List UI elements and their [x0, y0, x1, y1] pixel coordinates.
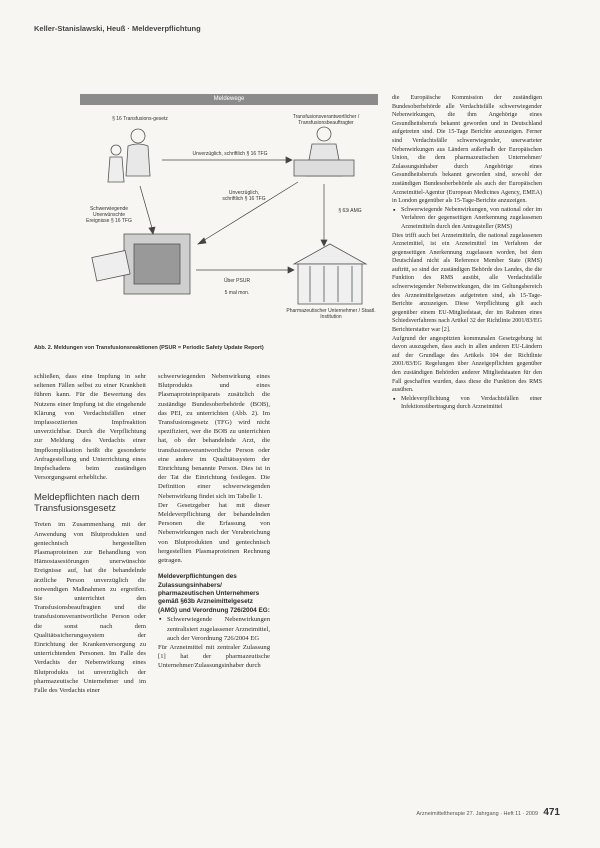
- running-header: Keller-Stanislawski, Heuß · Meldeverpflichtung: [34, 24, 201, 33]
- section-heading: Meldepflichten nach dem Transfusionsgesetz: [34, 492, 140, 515]
- bullet-list: [158, 615, 270, 643]
- person-icon: [131, 129, 145, 143]
- doctor-icon: [317, 127, 331, 141]
- flow-figure: [80, 94, 378, 340]
- subheading: Meldeverpflichtungen des Zulassungsinhabers/ pharmazeutischen Unternehmers gemäß §63b Arzneimittelgesetz (AMG) und Verordnung 726/2004 EG:: [158, 573, 270, 614]
- label-top-left: § 16 Transfusions-gesetz: [112, 116, 168, 122]
- list-item: ▪ Meldeverpflichtung von Verdachtsfällen einer Infektionsübertragung durch Arzneimittel: [401, 395, 542, 412]
- column-1: [34, 372, 146, 695]
- label-top-right: Transfusionsverantwortlicher / Transfusionsbeauftragter: [292, 114, 360, 126]
- figure-title: Meldewege: [80, 94, 378, 105]
- label-left: Schwerwiegende Unerwünschte Ereignisse § 16 TFG: [86, 206, 132, 224]
- label-bottom-right: Pharmazeutischer Unternehmer / Staatl. Institution: [286, 308, 376, 320]
- figure-caption: Abb. 2. Meldungen von Transfusionsreaktionen (PSUR = Periodic Safety Update Report): [34, 345, 264, 351]
- column-2: [158, 372, 270, 671]
- paragraph: Aufgrund der angespitzten kommunalen Gesetzgebung ist davon auszugehen, dass auch in allen anderen EU-Ländern auf der Grundlage des Artikels 104 der Richtlinie 2001/83/EG Regelungen über Anzeigepflichten gegenüber den zuständigen Behörden anderer Mitgliedstaaten für den Fall geschaffen wurden, dass diese die Funktion des RMS ausüben.: [392, 335, 542, 394]
- paragraph: Treten im Zusammenhang mit der Anwendung von Blutprodukten und gentechnisch hergestellten Plasmaproteinen zur Behandlung von Hämostasestörungen unerwünschte Ereignisse auf, hat die behandelnde ärztliche Person unverzüglich die notwendigen Maßnahmen zu ergreifen. Sie unterrichtet den Transfusionsbeauftragten und die transfusionsverantwortliche Person oder die sonst nach dem Qualitätssicherungssystem der Einrichtung der Krankenversorgung zu unterrichtenden Personen. Im Falle des Verdachts der Nebenwirkung eines Blutprodukts ist unverzüglich der pharmazeutische Unternehmer und im Falle des Verdachts einer: [34, 521, 146, 695]
- paragraph: die Europäische Kommission der zuständigen Bundesoberbehörde alle Verdachtsfälle schwerwiegender Nebenwirkungen, die ihm Angehörige eines Gesundheitsberufs bekannt geworden und in Deutschland aufgetreten sind. Die 15-Tage Berichte anzuzeigen. Ferner sind Verdachtsfälle schwerwiegender, unerwarteter Nebenwirkungen aus Ländern außerhalb der Europäischen Union, die dem pharmazeutischen Unternehmer/ Zulassungsinhaber durch Angehörige eines Gesundheitsberufs bekannt geworden sind, sowohl der zuständigen Bundesoberbehörde als auch der Europäischen Arzneimittel-Agentur (European Medicines Agency, EMEA) in London gegenüber als 15-Tage-Berichte anzuzeigen.: [392, 95, 542, 205]
- column-3: [392, 94, 542, 412]
- arrow-left: [140, 186, 152, 228]
- page-number: 471: [543, 807, 560, 818]
- list-item: ▪ Schwerwiegende Nebenwirkungen, von national oder im Verfahren der gegenseitigen Anerkennung zugelassenen Arzneimitteln durch den Antragsteller (RMS): [401, 206, 542, 232]
- label-center: Unverzüglich, schriftlich § 16 TFG: [222, 190, 266, 202]
- bullet-list: [392, 206, 542, 232]
- paragraph: schwerwiegenden Nebenwirkung eines Blutprodukts und eines Plasmaproteinpräparats zusätzlich die zuständige Bundesoberbehörde (BOB), das PEI, zu unterrichten (Abb. 2). Im Transfusionsgesetz (TFG) wird nicht spezifiziert, wer die BOB zu unterrichten hat, ob der behandelnde Arzt, die transfusionsverantwortliche Person oder eine andere im Qualitätssystem der Einrichtung benannte Person. Dies ist in der Tat die Einrichtung festlegen. Die Definition einer schwerwiegenden Nebenwirkung findet sich im Tabelle 1.: [158, 373, 270, 500]
- label-middle: Unverzüglich, schriftlich § 16 TFG: [192, 151, 268, 157]
- label-monthly: 5 mal mon.: [224, 290, 250, 296]
- paragraph: Dies trifft auch bei Arzneimitteln, die national zugelassenen Arzneimittel, ist ein Arzneimittel im Verfahren der gegenseitigen Anerkennung zugelassen worden, bei dem Deutschland nicht als Reference Member State (RMS) auftritt, so sind der zuständigen Behörde des Landes, die die Funktion des RMS ausübt, alle Verdachtsfälle schwerwiegender Nebenwirkungen, die im Geltungsbereich des Arzneimittelgesetzes aufgetreten sind, als 15-Tage-Berichte anzuzeigen. Diese Verpflichtung gilt auch gegenüber einem EU-Mitgliedstaat, der im Rahmen eines Schiedsverfahrens nach Artikel 32 der Richtlinie 2001/83/EG Berichterstatter war [2].: [392, 232, 542, 334]
- journal-footer: Arzneimitteltherapie 27. Jahrgang · Heft 11 · 2009: [416, 811, 538, 817]
- bullet-list: [392, 395, 542, 412]
- building-icon: [294, 244, 366, 264]
- list-item: ▪ Schwerwiegende Nebenwirkungen zentralisiert zugelassener Arzneimittel, auch der Verordnung 726/2004 EG: [167, 615, 270, 643]
- label-psur: Über PSUR: [223, 278, 251, 284]
- paragraph: Für Arzneimittel mit zentraler Zulassung [1] hat der pharmazeutische Unternehmer/Zulassungsinhaber durch: [158, 643, 270, 670]
- label-right-top: § 63i AMG: [338, 208, 362, 214]
- paragraph: schließen, dass eine Impfung in sehr seltenen Fällen selbst zu einer Krankheit führen kann. Für die Bewertung des Nutzens einer Impfung ist die eingehende Klärung von Verdachtsfällen einer impfassoziierten Impfreaktion unverzichtbar. Durch die Verpflichtung zur Meldung des Verdachts einer Impfkomplikation heißt die gesonderte Anfragestellung und Unterrichtung eines Impfschadens beim zuständigen Versorgungsamt erhebliche.: [34, 373, 146, 482]
- paragraph: Der Gesetzgeber hat mit dieser Meldeverpflichtung der behandelnden Personen die Erfassung von Nebenwirkungen nach der Verabreichung von Blutprodukten und gentechnisch hergestellten Plasmaproteinen Rechnung getragen.: [158, 501, 270, 565]
